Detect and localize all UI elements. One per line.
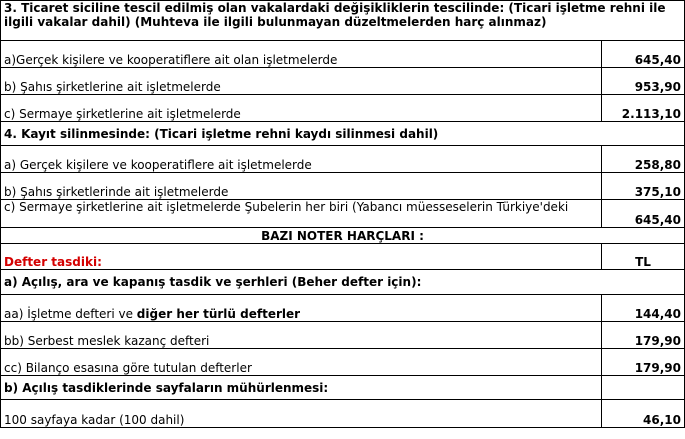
row-label: c) Sermaye şirketlerine ait işletmelerde (1, 95, 602, 122)
row-value: 953,90 (602, 68, 685, 95)
row-value: 179,90 (602, 349, 685, 376)
row-label: a)Gerçek kişilere ve kooperatiflere ait olan işletmelerde (1, 41, 602, 68)
row-label: b) Şahıs şirketlerinde ait işletmelerde (1, 173, 602, 200)
subsection-a-heading: a) Açılış, ara ve kapanış tasdik ve şerhleri (Beher defter için): (1, 270, 685, 295)
row-label: 100 sayfaya kadar (100 dahil) (1, 400, 602, 428)
row-label (1, 200, 602, 228)
currency-header: TL (602, 244, 685, 270)
table-row (1, 295, 685, 322)
table-row (1, 122, 685, 146)
row-label: a) Gerçek kişilere ve kooperatiflere ait işletmelerde (1, 146, 602, 173)
row-label-text: c) Sermaye şirketlerine ait işletmelerde Şubelerin her biri (Yabancı müesseselerin Türkiye'deki (4, 200, 569, 214)
row-value: 46,10 (602, 400, 685, 428)
table-row (1, 349, 685, 376)
table-row (1, 146, 685, 173)
table-row (1, 1, 685, 41)
table-row (1, 95, 685, 122)
table-row (1, 173, 685, 200)
subsection-b-heading: b) Açılış tasdiklerinde sayfaların mühürlenmesi: (1, 376, 602, 400)
row-value: 179,90 (602, 322, 685, 349)
row-label (1, 295, 602, 322)
row-value: 645,40 (602, 41, 685, 68)
row-value: 645,40 (602, 200, 685, 228)
row-value: 2.113,10 (602, 95, 685, 122)
table-row (1, 228, 685, 244)
row-label: b) Şahıs şirketlerine ait işletmelerde (1, 68, 602, 95)
section-noter-heading: BAZI NOTER HARÇLARI : (1, 228, 685, 244)
row-label-part: aa) İşletme defteri ve (4, 307, 137, 321)
row-label-bold-part: diğer her türlü defterler (136, 307, 301, 321)
table-row (1, 322, 685, 349)
table-row (1, 200, 685, 228)
table-row (1, 270, 685, 295)
table-row (1, 244, 685, 270)
empty-cell (602, 376, 685, 400)
row-label: cc) Bilanço esasına göre tutulan defterler (1, 349, 602, 376)
section-4-heading: 4. Kayıt silinmesinde: (Ticari işletme rehni kaydı silinmesi dahil) (1, 122, 685, 146)
table-row (1, 68, 685, 95)
table-row (1, 376, 685, 400)
defter-tasdiki-label: Defter tasdiki: (1, 244, 602, 270)
row-value: 258,80 (602, 146, 685, 173)
section-3-heading: 3. Ticaret siciline tescil edilmiş olan vakalardaki değişikliklerin tescilinde: (Ticari işletme rehni ile ilgili vakalar dahil) (Muhteva ile ilgili bulunmayan düzeltmelerden harç alınmaz) (1, 1, 685, 41)
row-label: bb) Serbest meslek kazanç defteri (1, 322, 602, 349)
row-value: 375,10 (602, 173, 685, 200)
row-value: 144,40 (602, 295, 685, 322)
table-row (1, 41, 685, 68)
table-row (1, 400, 685, 428)
